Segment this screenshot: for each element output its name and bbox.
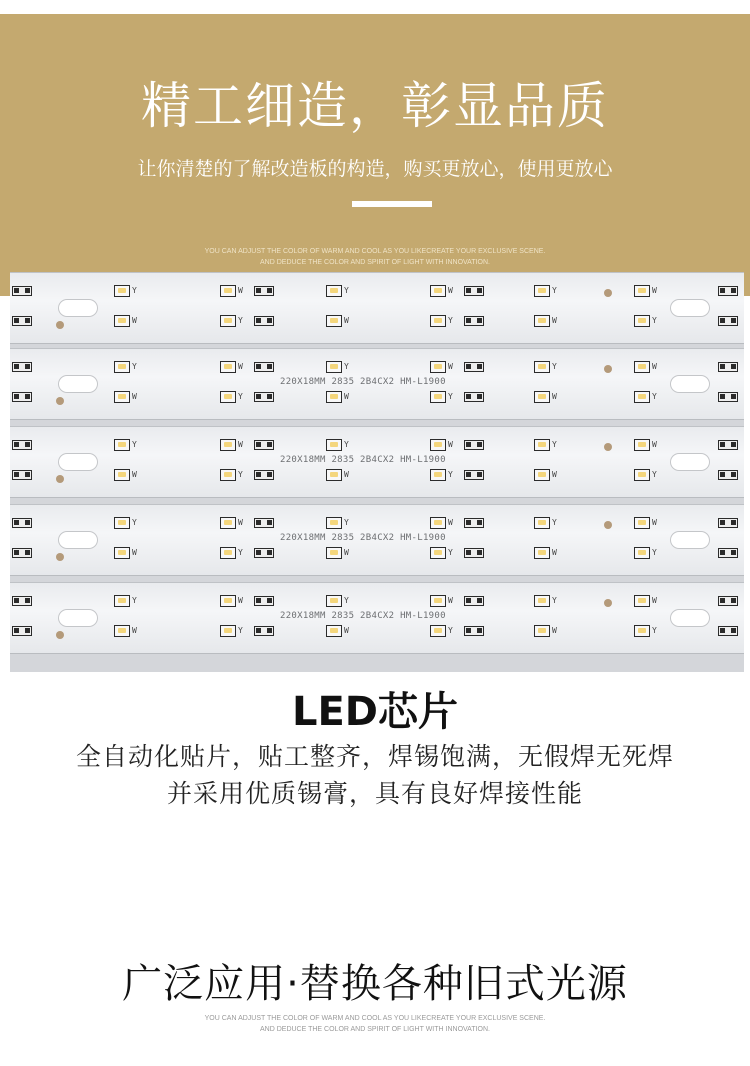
resistor-pad [254, 286, 274, 296]
edge-pad [12, 548, 32, 558]
chip-mark: W [552, 626, 557, 635]
led-chip [430, 285, 446, 297]
chip-mark: Y [344, 518, 349, 527]
led-chip [326, 547, 342, 559]
chip-mark: Y [238, 316, 243, 325]
led-chip [326, 285, 342, 297]
mounting-slot [58, 453, 98, 471]
chip-mark: W [344, 392, 349, 401]
led-chip [114, 439, 130, 451]
resistor-pad [464, 362, 484, 372]
led-chip [634, 285, 650, 297]
chip-mark: W [552, 316, 557, 325]
led-chip [114, 315, 130, 327]
chip-mark: Y [344, 596, 349, 605]
led-chip [634, 547, 650, 559]
chip-mark: W [652, 518, 657, 527]
mounting-slot [58, 299, 98, 317]
chip-mark: W [448, 440, 453, 449]
resistor-pad [464, 548, 484, 558]
via-hole [604, 443, 612, 451]
via-hole [56, 631, 64, 639]
led-section-line2: 并采用优质锡膏，具有良好焊接性能 [166, 779, 583, 808]
edge-pad [718, 548, 738, 558]
led-chip [634, 361, 650, 373]
led-chip [326, 469, 342, 481]
application-title: 广泛应用·替换各种旧式光源 [122, 961, 628, 1007]
banner-english-text [0, 246, 750, 268]
chip-mark: Y [652, 548, 657, 557]
led-chip [220, 391, 236, 403]
mounting-slot [670, 453, 710, 471]
strip-silkscreen-text: 220X18MM 2835 2B4CX2 HM-L1900 [280, 611, 446, 621]
resistor-pad [464, 440, 484, 450]
resistor-pad [464, 518, 484, 528]
led-strip [10, 504, 744, 576]
led-chip [220, 469, 236, 481]
edge-pad [718, 316, 738, 326]
chip-mark: Y [132, 362, 137, 371]
chip-mark: W [238, 440, 243, 449]
chip-mark: W [448, 518, 453, 527]
mounting-slot [58, 609, 98, 627]
edge-pad [718, 470, 738, 480]
chip-mark: Y [344, 286, 349, 295]
edge-pad [12, 518, 32, 528]
via-hole [604, 289, 612, 297]
led-chip [634, 469, 650, 481]
resistor-pad [254, 548, 274, 558]
led-chip [326, 625, 342, 637]
led-chip [114, 517, 130, 529]
chip-mark: Y [344, 362, 349, 371]
led-strip [10, 426, 744, 498]
led-chip [114, 595, 130, 607]
resistor-pad [254, 518, 274, 528]
led-chip [220, 315, 236, 327]
edge-pad [718, 440, 738, 450]
banner-subtitle: 让你清楚的了解改造板的构造，购买更放心，使用更放心 [137, 158, 613, 180]
edge-pad [12, 626, 32, 636]
led-chip [634, 595, 650, 607]
banner-english-line1: YOU CAN ADJUST THE COLOR OF WARM AND COOL AS YOU LIKECREATE YOUR EXCLUSIVE SCENE. [204, 248, 546, 255]
led-board-photo [10, 286, 744, 672]
led-chip [114, 285, 130, 297]
chip-mark: W [132, 548, 137, 557]
chip-mark: Y [552, 440, 557, 449]
led-chip [220, 517, 236, 529]
bottom-english-line2: AND DEDUCE THE COLOR AND SPIRIT OF LIGHT WITH INNOVATION. [260, 1026, 490, 1033]
chip-mark: W [238, 596, 243, 605]
led-chip [634, 625, 650, 637]
chip-mark: W [132, 392, 137, 401]
led-chip [534, 315, 550, 327]
resistor-pad [254, 470, 274, 480]
led-chip [430, 547, 446, 559]
chip-mark: W [132, 626, 137, 635]
led-chip [220, 595, 236, 607]
edge-pad [718, 392, 738, 402]
chip-mark: W [652, 286, 657, 295]
edge-pad [12, 392, 32, 402]
mounting-slot [670, 531, 710, 549]
edge-pad [12, 286, 32, 296]
edge-pad [718, 596, 738, 606]
chip-mark: Y [344, 440, 349, 449]
led-chip [326, 361, 342, 373]
chip-mark: Y [448, 392, 453, 401]
led-chip [220, 625, 236, 637]
led-chip [634, 391, 650, 403]
chip-mark: W [238, 518, 243, 527]
chip-mark: W [238, 286, 243, 295]
chip-mark: Y [652, 470, 657, 479]
led-chip [534, 547, 550, 559]
edge-pad [718, 626, 738, 636]
chip-mark: Y [448, 626, 453, 635]
led-chip [430, 625, 446, 637]
banner-title: 精工细造，彰显品质 [141, 77, 609, 135]
chip-mark: Y [132, 518, 137, 527]
banner-english-line2: AND DEDUCE THE COLOR AND SPIRIT OF LIGHT WITH INNOVATION. [260, 259, 490, 266]
bottom-english-line1: YOU CAN ADJUST THE COLOR OF WARM AND COOL AS YOU LIKECREATE YOUR EXCLUSIVE SCENE. [204, 1015, 546, 1022]
strip-silkscreen-text: 220X18MM 2835 2B4CX2 HM-L1900 [280, 377, 446, 387]
via-hole [56, 475, 64, 483]
chip-mark: Y [238, 470, 243, 479]
led-chip [220, 439, 236, 451]
resistor-pad [464, 392, 484, 402]
led-chip [634, 517, 650, 529]
edge-pad [718, 518, 738, 528]
chip-mark: Y [238, 548, 243, 557]
led-chip [534, 285, 550, 297]
resistor-pad [254, 392, 274, 402]
chip-mark: W [238, 362, 243, 371]
edge-pad [12, 470, 32, 480]
led-chip [326, 439, 342, 451]
led-strip [10, 348, 744, 420]
edge-pad [718, 286, 738, 296]
led-chip [220, 285, 236, 297]
led-chip [114, 547, 130, 559]
edge-pad [12, 362, 32, 372]
led-chip [534, 469, 550, 481]
edge-pad [12, 440, 32, 450]
led-section-line1: 全自动化贴片，贴工整齐，焊锡饱满，无假焊无死焊 [75, 742, 674, 771]
resistor-pad [254, 316, 274, 326]
chip-mark: Y [448, 316, 453, 325]
via-hole [604, 599, 612, 607]
chip-mark: W [132, 470, 137, 479]
edge-pad [12, 596, 32, 606]
chip-mark: Y [652, 316, 657, 325]
resistor-pad [254, 362, 274, 372]
header-banner [0, 14, 750, 296]
chip-mark: W [448, 362, 453, 371]
chip-mark: Y [238, 626, 243, 635]
via-hole [56, 321, 64, 329]
led-chip [430, 315, 446, 327]
via-hole [56, 397, 64, 405]
chip-mark: Y [132, 286, 137, 295]
led-chip [326, 517, 342, 529]
edge-pad [12, 316, 32, 326]
bottom-english-text [0, 1013, 750, 1035]
resistor-pad [464, 626, 484, 636]
led-section-title: LED芯片 [291, 689, 458, 735]
chip-mark: Y [552, 362, 557, 371]
chip-mark: Y [238, 392, 243, 401]
led-chip [326, 315, 342, 327]
led-chip [114, 391, 130, 403]
resistor-pad [464, 596, 484, 606]
led-chip [326, 595, 342, 607]
chip-mark: Y [132, 596, 137, 605]
banner-divider [352, 201, 432, 207]
led-chip [430, 439, 446, 451]
led-chip [430, 361, 446, 373]
resistor-pad [464, 470, 484, 480]
edge-pad [718, 362, 738, 372]
chip-mark: W [132, 316, 137, 325]
chip-mark: Y [652, 392, 657, 401]
led-chip [114, 625, 130, 637]
chip-mark: W [448, 286, 453, 295]
led-chip [430, 469, 446, 481]
mounting-slot [58, 531, 98, 549]
led-chip [634, 439, 650, 451]
led-strip [10, 582, 744, 654]
led-chip [534, 625, 550, 637]
resistor-pad [254, 626, 274, 636]
chip-mark: W [344, 316, 349, 325]
led-chip [430, 517, 446, 529]
resistor-pad [464, 316, 484, 326]
chip-mark: W [652, 440, 657, 449]
led-chip [534, 361, 550, 373]
led-chip [534, 595, 550, 607]
chip-mark: W [652, 596, 657, 605]
led-chip [534, 517, 550, 529]
led-chip [634, 315, 650, 327]
led-chip [534, 439, 550, 451]
chip-mark: W [552, 548, 557, 557]
mounting-slot [670, 375, 710, 393]
resistor-pad [254, 440, 274, 450]
chip-mark: W [552, 470, 557, 479]
strip-silkscreen-text: 220X18MM 2835 2B4CX2 HM-L1900 [280, 455, 446, 465]
via-hole [604, 365, 612, 373]
chip-mark: W [344, 470, 349, 479]
chip-mark: Y [552, 596, 557, 605]
mounting-slot [670, 609, 710, 627]
mounting-slot [670, 299, 710, 317]
chip-mark: Y [448, 470, 453, 479]
strip-silkscreen-text: 220X18MM 2835 2B4CX2 HM-L1900 [280, 533, 446, 543]
chip-mark: Y [652, 626, 657, 635]
led-chip [220, 361, 236, 373]
via-hole [604, 521, 612, 529]
resistor-pad [464, 286, 484, 296]
led-chip [326, 391, 342, 403]
led-chip [430, 391, 446, 403]
led-chip [220, 547, 236, 559]
resistor-pad [254, 596, 274, 606]
led-chip [114, 361, 130, 373]
chip-mark: W [344, 626, 349, 635]
led-chip [114, 469, 130, 481]
chip-mark: Y [132, 440, 137, 449]
led-chip [534, 391, 550, 403]
led-chip [430, 595, 446, 607]
chip-mark: W [344, 548, 349, 557]
chip-mark: W [652, 362, 657, 371]
chip-mark: Y [552, 286, 557, 295]
chip-mark: W [448, 596, 453, 605]
chip-mark: Y [552, 518, 557, 527]
chip-mark: W [552, 392, 557, 401]
led-strip [10, 272, 744, 344]
mounting-slot [58, 375, 98, 393]
via-hole [56, 553, 64, 561]
chip-mark: Y [448, 548, 453, 557]
